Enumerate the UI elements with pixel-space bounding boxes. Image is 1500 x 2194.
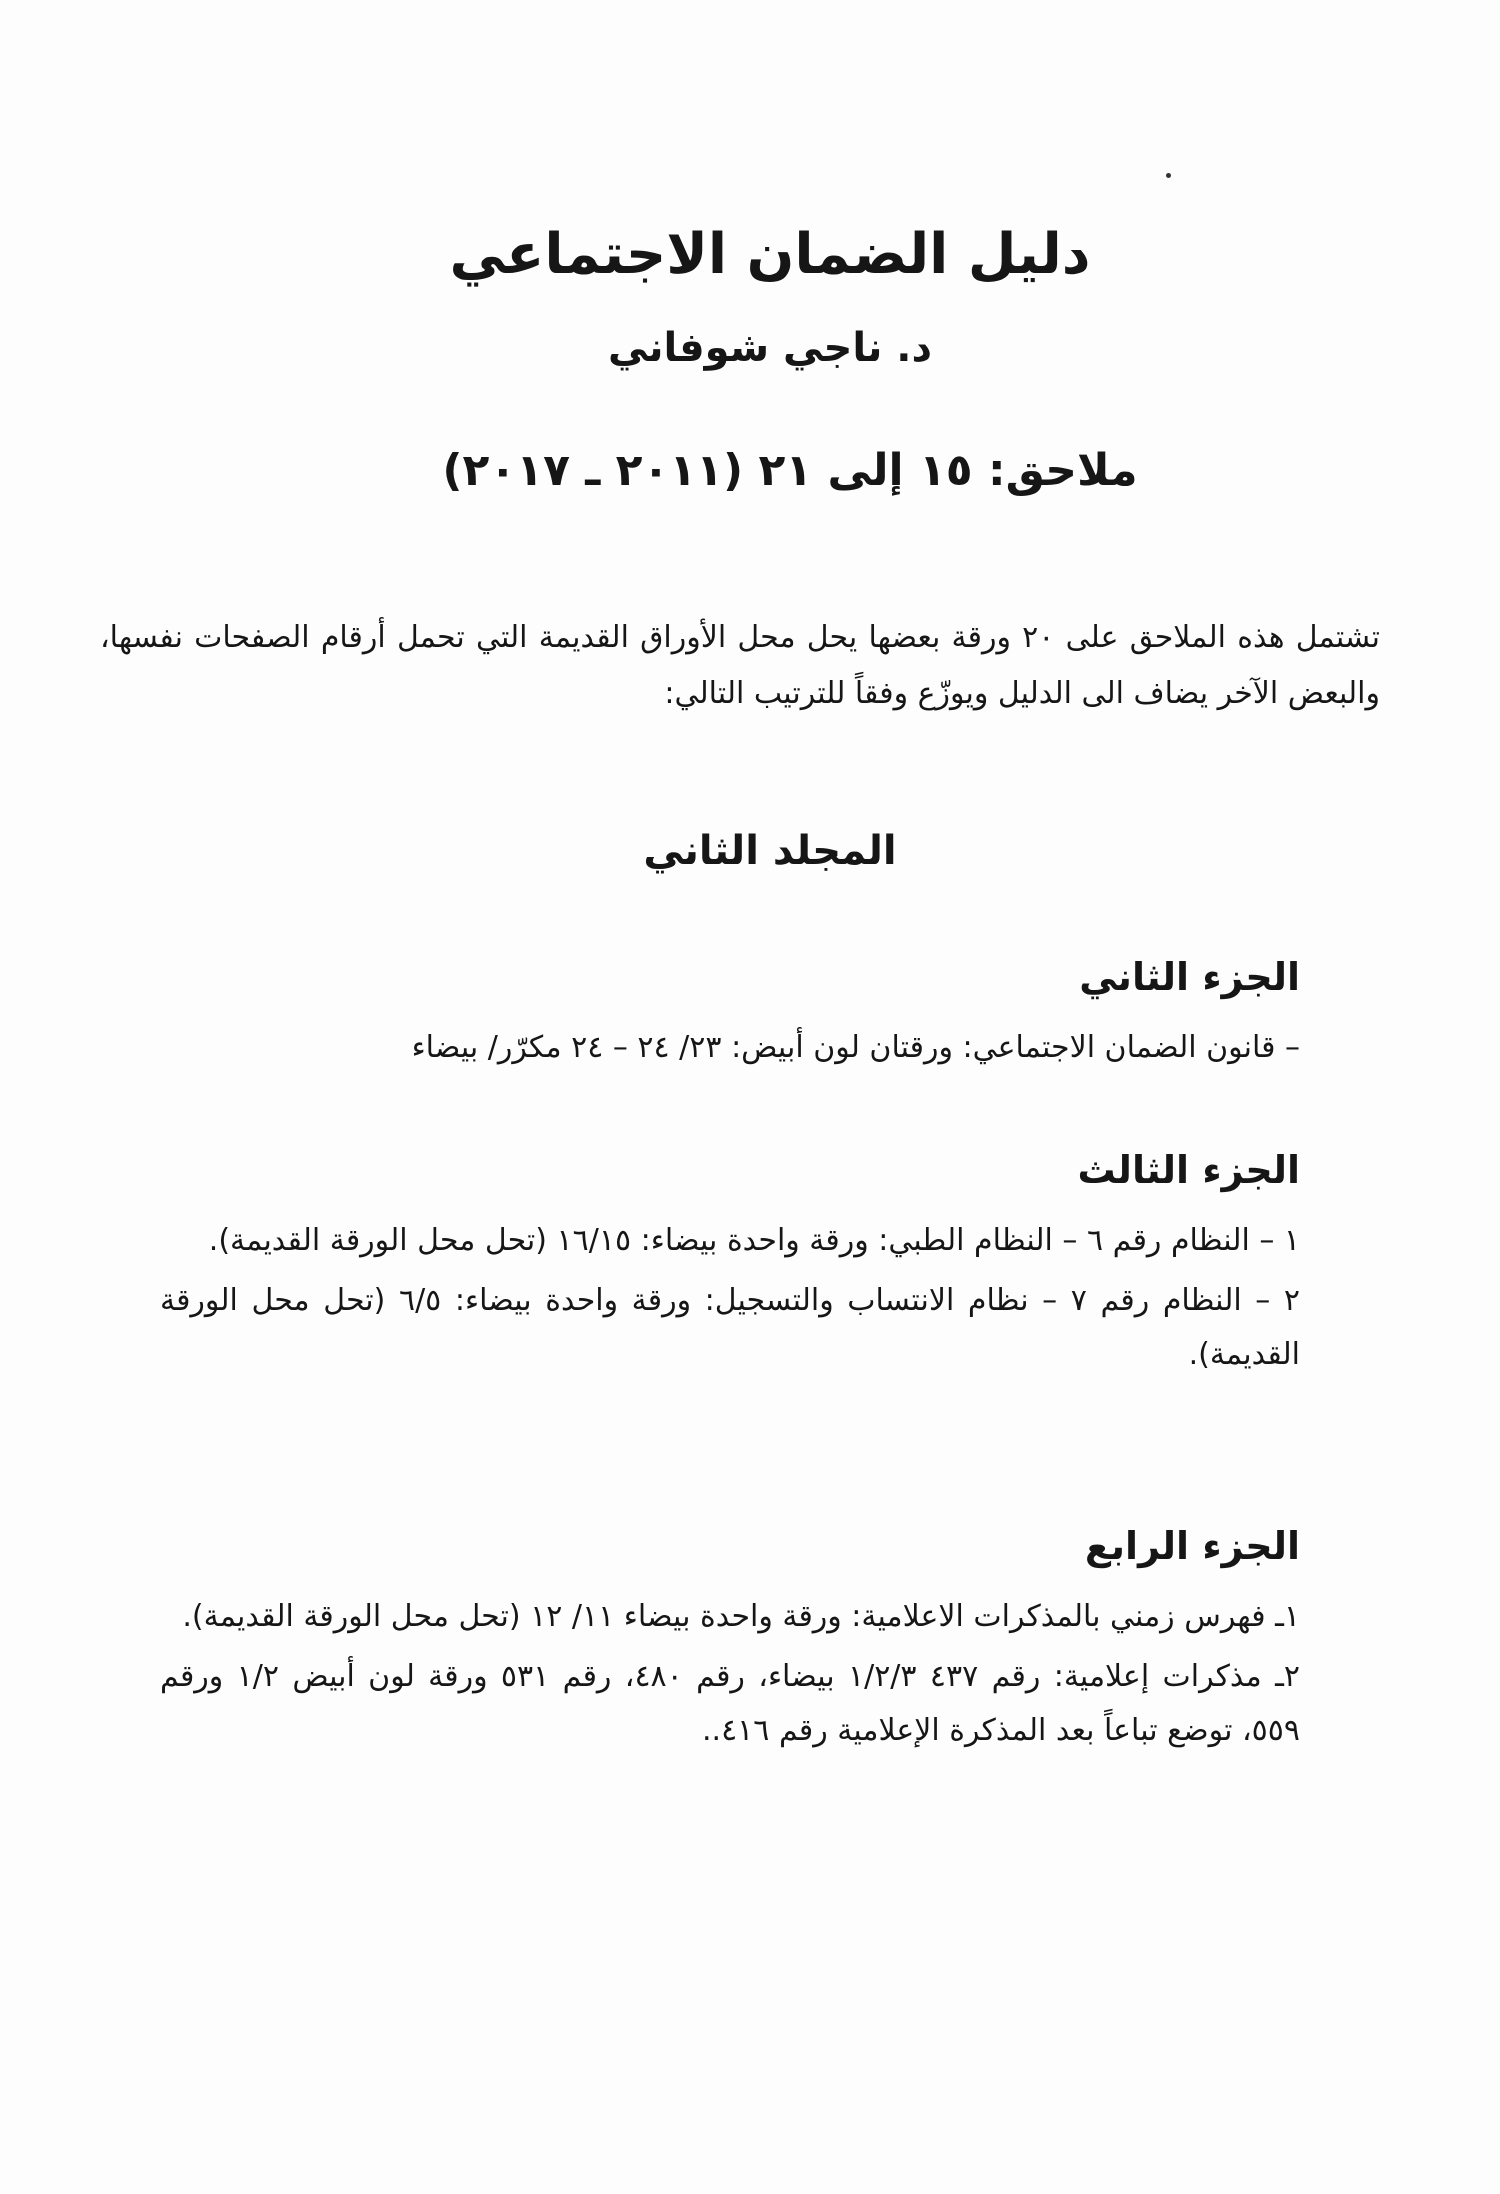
section-heading: الجزء الثاني <box>1079 955 1300 999</box>
list-item: ١ـ فهرس زمني بالمذكرات الاعلامية: ورقة واحدة بيضاء ١١/ ١٢ (تحل محل الورقة القديمة). <box>182 1599 1300 1634</box>
section-heading: الجزء الرابع <box>1084 1524 1300 1568</box>
list-item: – قانون الضمان الاجتماعي: ورقتان لون أبيض: ٢٣/ ٢٤ – ٢٤ مكرّر/ بيضاء <box>411 1030 1300 1065</box>
section-heading: الجزء الثالث <box>1077 1148 1300 1192</box>
list-item: ٢ـ مذكرات إعلامية: رقم ٤٣٧ ١/٢/٣ بيضاء، رقم ٤٨٠، رقم ٥٣١ ورقة لون أبيض ١/٢ ورقم ٥٥٩، توضع تباعاً بعد المذكرة الإعلامية رقم ٤١٦.. <box>160 1659 1300 1748</box>
volume-heading: المجلد الثاني <box>643 828 897 874</box>
author-name: د. ناجي شوفاني <box>607 325 933 371</box>
document-title: دليل الضمان الاجتماعي <box>449 222 1091 287</box>
list-item: ٢ – النظام رقم ٧ – نظام الانتساب والتسجيل: ورقة واحدة بيضاء: ٦/٥ (تحل محل الورقة القديمة). <box>160 1283 1300 1372</box>
section-part-two <box>160 955 1300 1081</box>
scan-speck <box>1166 173 1171 178</box>
list-item: ١ – النظام رقم ٦ – النظام الطبي: ورقة واحدة بيضاء: ١٦/١٥ (تحل محل الورقة القديمة). <box>208 1223 1300 1258</box>
intro-paragraph: تشتمل هذه الملاحق على ٢٠ ورقة بعضها يحل محل الأوراق القديمة التي تحمل أرقام الصفحات نفسها، والبعض الآخر يضاف الى الدليل ويوزّع وفقاً للترتيب التالي: <box>100 620 1380 711</box>
section-part-three <box>160 1148 1300 1388</box>
section-part-four <box>160 1524 1300 1764</box>
supplements-heading: ملاحق: ١٥ إلى ٢١ (٢٠١١ ـ ٢٠١٧) <box>442 445 1138 496</box>
